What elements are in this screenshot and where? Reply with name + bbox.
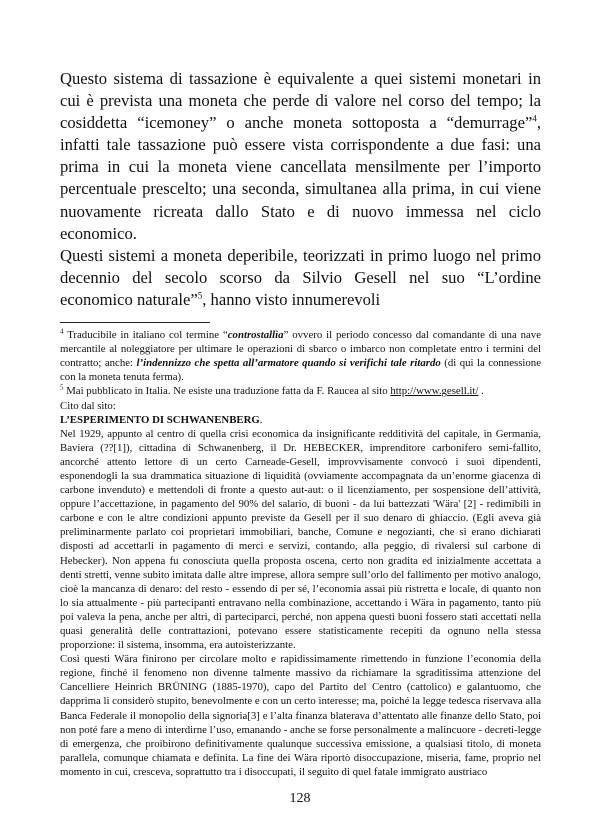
footnote-ref-5[interactable]: 5 (197, 290, 203, 301)
quote-heading: L’ESPERIMENTO DI SCHWANENBERG. (60, 413, 263, 426)
quote-ref-3[interactable]: [3] (247, 709, 260, 722)
page-number: 128 (289, 791, 311, 806)
paragraph-2: Questi sistemi a moneta deperibile, teorizzati in primo luogo nel primo decennio del secolo scorso da Silvio Gesell nel suo “L’ordine economico naturale”$^5$, hanno visto innumerevoli (60, 245, 541, 309)
quote-ref-1[interactable]: [1] (113, 441, 126, 454)
body-text (60, 68, 541, 311)
gesell-link[interactable]: http://www.gesell.it/ (390, 385, 479, 398)
page-content (60, 68, 541, 779)
footnote-term: controstallìa (227, 329, 284, 342)
footnote-quote: l’indennizzo che spetta all’armatore quando si verifichi tale ritardo (136, 357, 441, 370)
footnotes (60, 328, 541, 779)
cito-line: Cito dal sito: (60, 399, 116, 412)
footnote-ref-4[interactable]: 4 (532, 113, 537, 124)
footnote-divider (60, 322, 210, 323)
quote-ref-2[interactable]: [2] (463, 498, 477, 511)
quote-paragraph-1: Nel 1929, appunto al centro di quella crisi economica da insignificante redditività del capitale, in Germania, Baviera (??[1]), cittadina di Schwanenberg, il Dr. HEBECKER, imprenditore carbonifero semi-fallito, ancorché attento lettore di un certo Carneade-Gesell, improvvisamente convocò i suoi dipendenti, esponendogli la sua drammatica situazione di liquidità (ovviamente accompagnata da un’enorme giacenza di carbone invenduto) e mettendoli di fronte a questo aut-aut: o il licenziamento, per sospensione dell’attività, oppure l’accettazione, in pagamento del 90% del salario, di buoni - da lui battezzati 'Wära' [2] - redimibili in carbone e con le altre condizioni appunto previste da Gesell per il suo denaro di ghiaccio. (Egli aveva già preliminarmente parlato coi proprietari immobiliari, banche, Comune e negozianti, che si erano dichiarati disposti ad accettarli in pagamento di merci e servizi, contando, alla peggio, di rivalersi sul carbone di Hebecker). Non appena fu conosciuta quella proposta oscena, certo non gradita ed inizialmente accettata a denti stretti, venne subito imitata dalle altre imprese, allora sempre sull’orlo del fallimento per motivo analogo, cioè la mancanza di denaro: del resto - essendo di per sé, l’economia assai più ristretta e locale, di quanto non lo sia attualmente - più partecipanti entravano nella combinazione, accettando i Wära in pagamento, tanto più poi valeva la pena, anche per altri, di parteciparci, perché, non appena questi buoni fossero stati accettati nella quasi generalità delle contrattazioni, potevano essere statisticamente recepiti da ognuno nella stessa proporzione: il sistema, insomma, era autoisterizzante. (60, 427, 541, 652)
footnote-5: $^5$ Mai pubblicato in Italia. Ne esiste una traduzione fatta da F. Raucea al sito http://www.gesell.it/ . (60, 383, 484, 398)
quote-paragraph-2: Così questi Wära finirono per circolare molto e rapidissimamente rimettendo in funzione l’economia della regione, finché il fenomeno non divenne talmente massivo da richiamare la sgraditissima attenzione del Cancelliere Heinrich BRÜNING (1885-1970), capo del Partito del Centro (cattolico) e galantuomo, che dapprima li considerò stupito, benevolmente e con un certo interesse; ma, poiché la legge tedesca riservava alla Banca Federale il monopolio della signoria[3] e l’alta finanza blaterava d’attentato alle finanze dello Stato, poi non poté fare a meno di interdirne l’uso, emanando - anche se forse personalmente a malincuore - decreti-legge di emergenza, che proibirono definitivamente qualunque successiva emissione, a qualsiasi titolo, di moneta parallela, comunque chiamata e definita. La fine dei Wära riportò disoccupazione, miseria, fame, proprio nel momento in cui, cresceva, soprattutto tra i disoccupati, il seguito di quel fatale immigrato austriaco (60, 653, 541, 778)
paragraph-1: Questo sistema di tassazione è equivalente a quei sistemi monetari in cui è prevista una moneta che perde di valore nel corso del tempo; la cosiddetta “icemoney” o anche moneta sottoposta a “demurrage”$^4$, infatti tale tassazione può essere vista corrispondente a due fasi: una prima in cui la moneta viene cancellata mensilmente per l’importo percentuale prescelto; una seconda, simultanea alla prima, in cui viene nuovamente ricreata dallo Stato e di nuovo immessa nel ciclo economico. (60, 69, 541, 243)
footnote-4: $^4$ Traducibile in italiano col termine “controstallìa” ovvero il periodo concesso dal comandante di una nave mercantile al noleggiatore per ultimare le operazioni di sbarco o imbarco non completate entro i termini del contratto; anche: l’indennizzo che spetta all’armatore quando si verifichi tale ritardo (di qui la connessione con la moneta tenuta ferma). (60, 327, 542, 384)
